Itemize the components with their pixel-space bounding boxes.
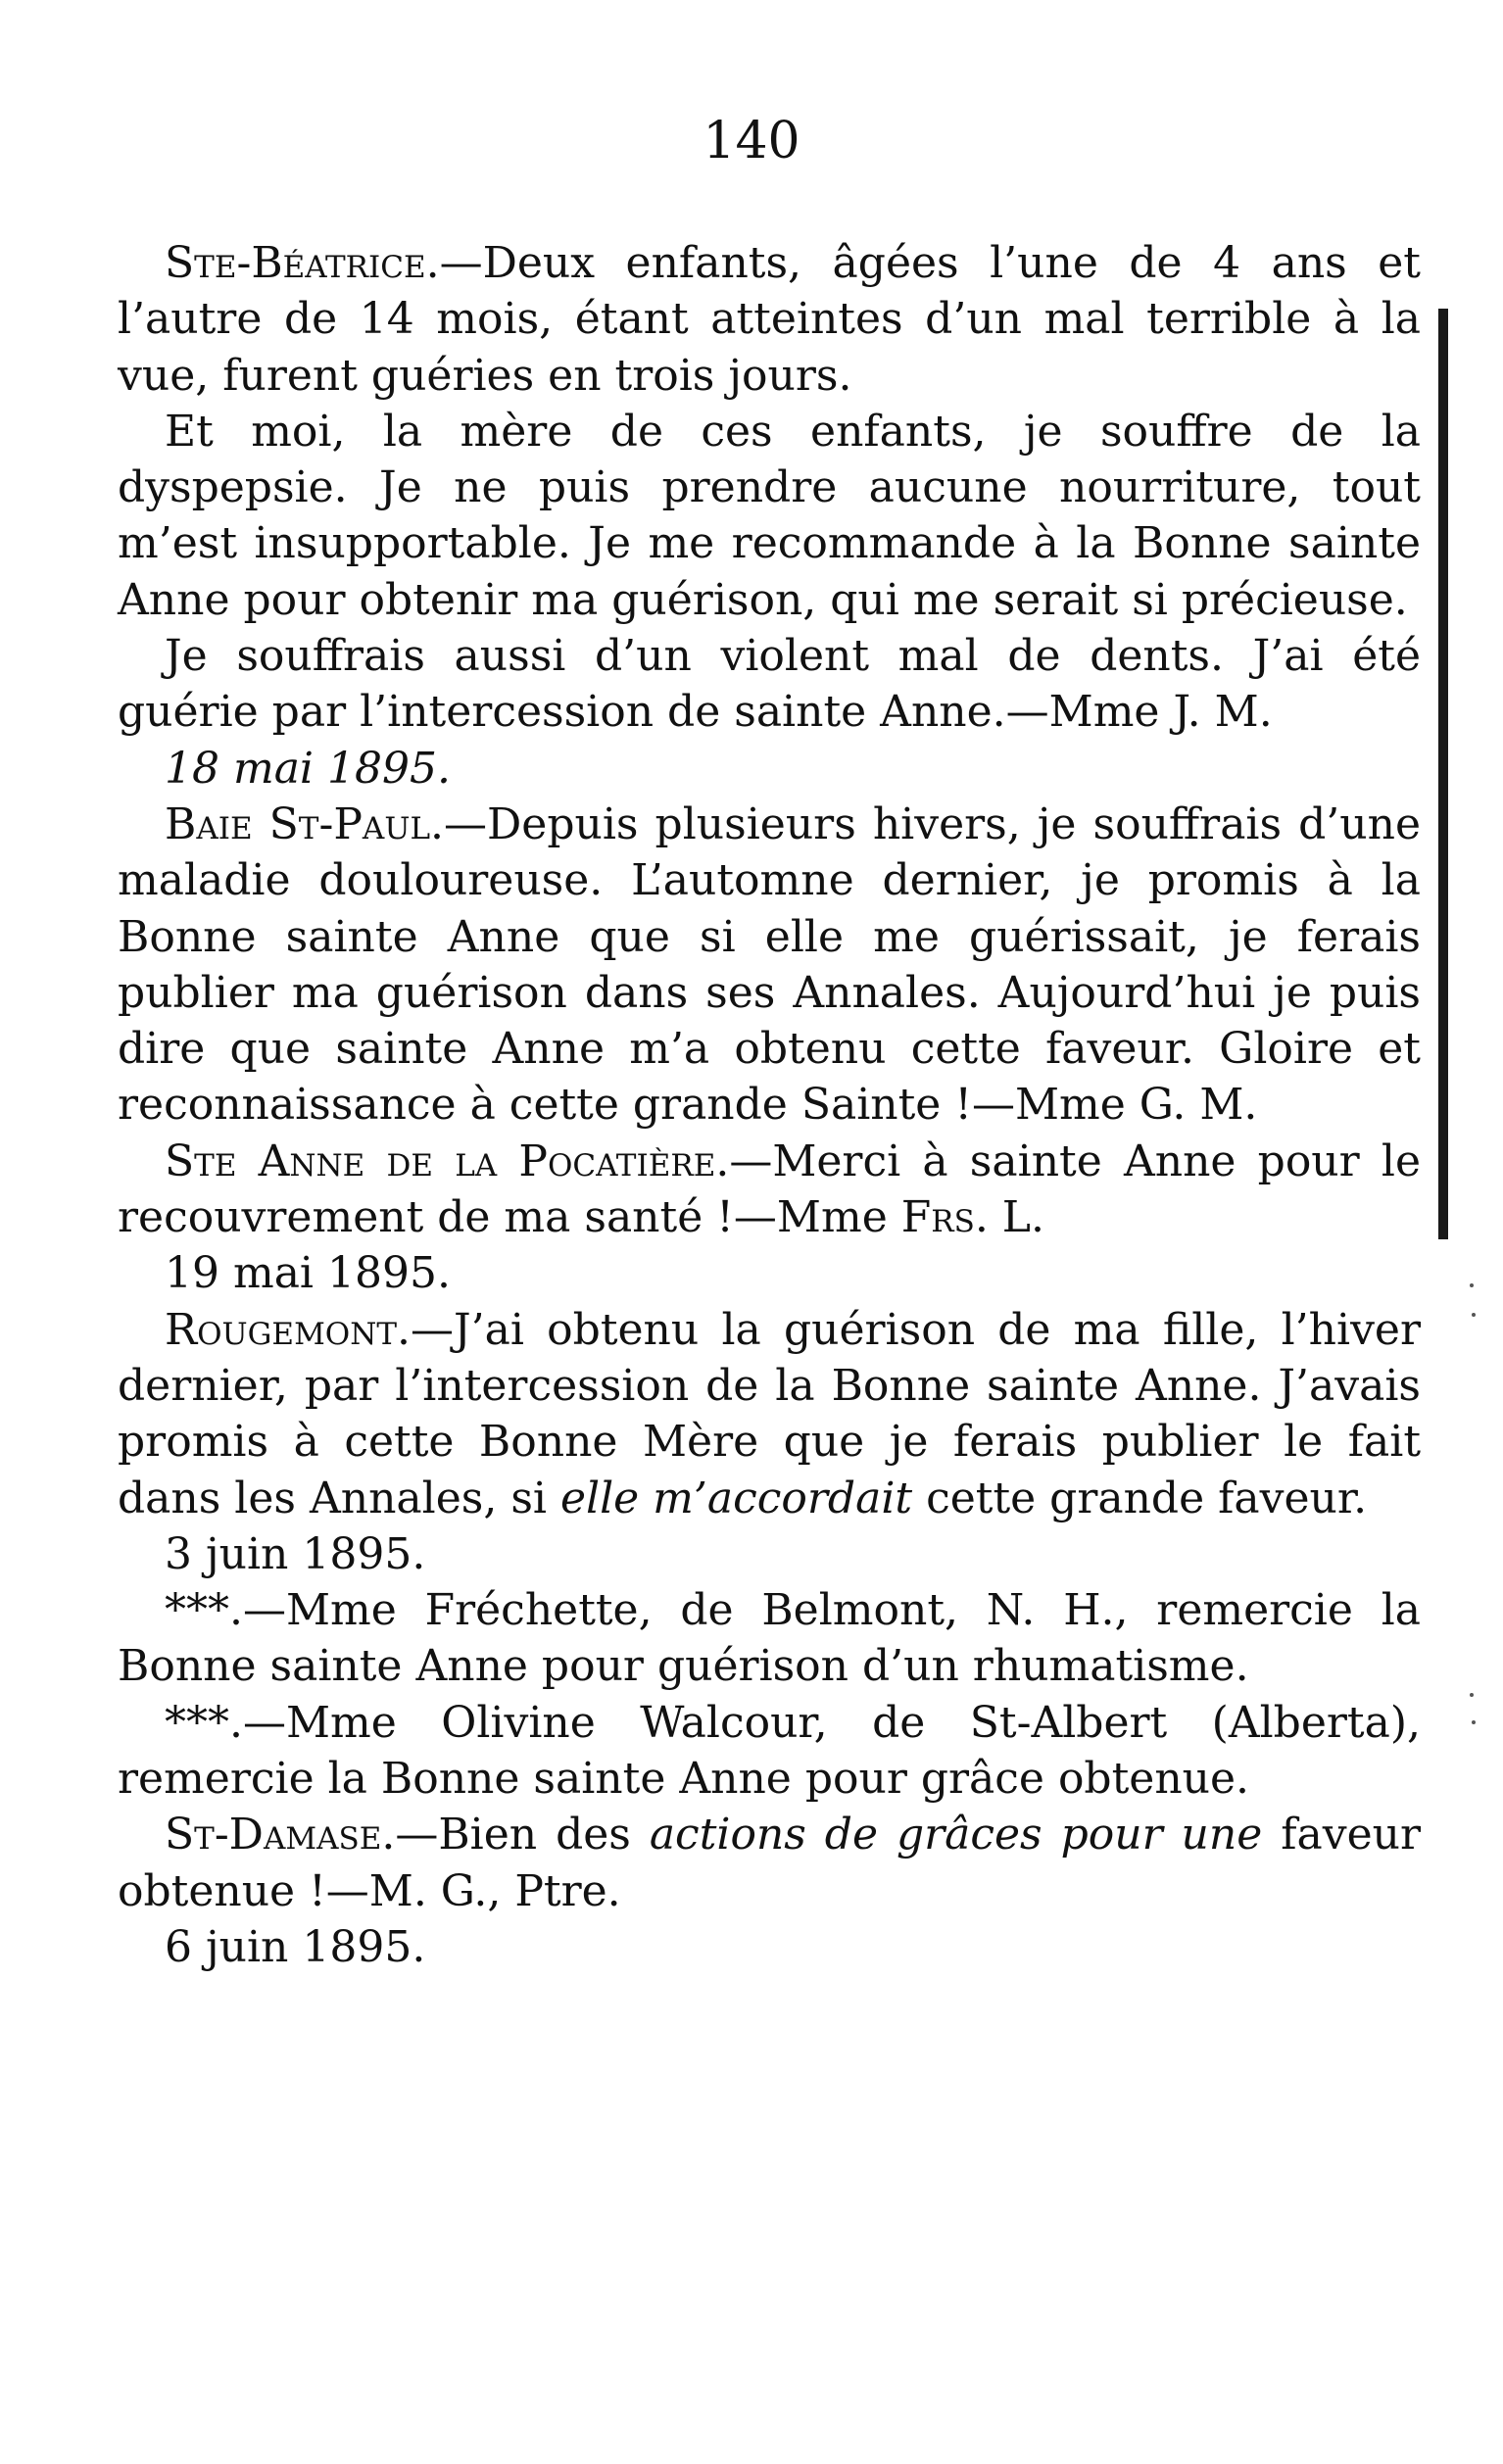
entry-place: St-Damase. <box>165 1810 396 1860</box>
entry-date: 6 juin 1895. <box>165 1921 426 1972</box>
entry-text: Et moi, la mère de ces enfants, je souffre de la dyspepsie. Je ne puis prendre aucune nourriture, tout m’est insupportable. Je me recommande à la Bonne sainte Anne pour obtenir ma guérison, qui me serait si précieuse. <box>118 406 1421 625</box>
entry-walcour <box>118 1695 1421 1808</box>
entry-text: ***.—Mme Olivine Walcour, de St-Albert (Alberta), remercie la Bonne sainte Anne pour grâce obtenue. <box>118 1697 1421 1805</box>
entry-date: 18 mai 1895. <box>165 743 451 794</box>
entry-place: Rougemont. <box>165 1304 412 1355</box>
entry-text: —Merci à sainte Anne pour le recouvrement de ma santé !—Mme <box>118 1135 1421 1243</box>
entry-italic: elle m’accordait <box>559 1473 913 1523</box>
scan-speck <box>1472 1313 1476 1317</box>
scan-speck <box>1472 1720 1476 1724</box>
entry-je-souffrais <box>118 628 1421 741</box>
entry-italic: actions de grâces pour une <box>649 1810 1263 1860</box>
entry-text: —J’ai obtenu la guérison de ma fille, l’hiver dernier, par l’intercession de la Bonne sainte Anne. J’avais promis à cette Bonne Mère que je ferais publier le fait dans les Annales, si <box>118 1304 1421 1523</box>
entry-date: 19 mai 1895. <box>165 1248 451 1299</box>
entry-text-end: L. <box>988 1192 1045 1243</box>
margin-scan-bar <box>1438 309 1448 1239</box>
entry-signature: Frs. <box>900 1192 989 1243</box>
entry-et-moi <box>118 404 1421 628</box>
entry-text-end: faveur obtenue !—M. G., Ptre. <box>118 1810 1422 1916</box>
entry-rougemont <box>118 1302 1421 1526</box>
entry-baie-st-paul <box>118 797 1421 1134</box>
entry-frechette <box>118 1582 1421 1695</box>
entry-date: 3 juin 1895. <box>165 1528 426 1579</box>
entry-text-end: cette grande faveur. <box>912 1473 1368 1523</box>
scan-speck <box>1470 1693 1474 1697</box>
entry-text: —Bien des <box>395 1810 650 1860</box>
entry-ste-beatrice <box>118 235 1421 404</box>
entry-text: Je souffrais aussi d’un violent mal de dents. J’ai été guérie par l’intercession de sainte Anne.—Mme J. M. <box>118 631 1421 738</box>
entry-text: —Depuis plusieurs hivers, je souffrais d’une maladie douloureuse. L’automne dernier, je promis à la Bonne sainte Anne que si elle me guérissait, je ferais publier ma guérison dans ses Annales. Aujourd’hui je puis dire que sainte Anne m’a obtenu cette faveur. Gloire et reconnaissance à cette grande Sainte !—Mme G. M. <box>118 798 1421 1131</box>
page-body <box>118 235 1421 1975</box>
entry-ste-anne-pocatiere <box>118 1134 1421 1246</box>
entry-place: Baie St-Paul. <box>165 798 445 849</box>
entry-place: Ste Anne de la Pocatière. <box>165 1135 730 1186</box>
page-number: 140 <box>703 112 800 170</box>
entry-place: Ste-Béatrice. <box>165 238 440 288</box>
entry-st-damase <box>118 1807 1421 1919</box>
entry-text: ***.—Mme Fréchette, de Belmont, N. H., remercie la Bonne sainte Anne pour guérison d’un rhumatisme. <box>118 1585 1421 1692</box>
entry-text: —Deux enfants, âgées l’une de 4 ans et l’autre de 14 mois, étant atteintes d’un mal terrible à la vue, furent guéries en trois jours. <box>118 238 1421 401</box>
scan-speck <box>1470 1283 1474 1287</box>
